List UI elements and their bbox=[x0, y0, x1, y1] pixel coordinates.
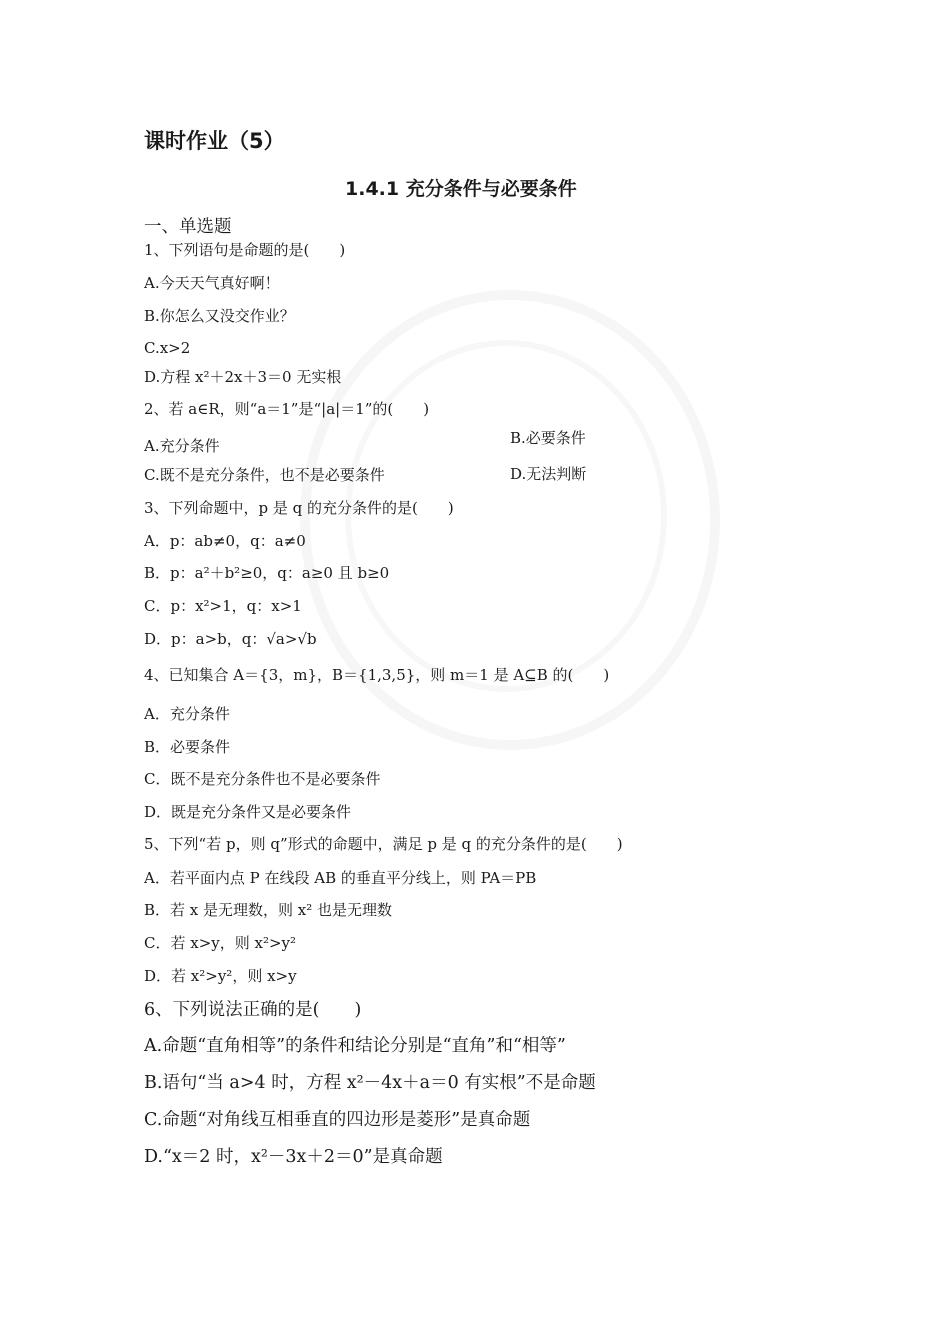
option: A.命题“直角相等”的条件和结论分别是“直角”和“相等” bbox=[144, 1036, 566, 1056]
option: A．若平面内点 P 在线段 AB 的垂直平分线上，则 PA＝PB bbox=[144, 869, 537, 887]
option: D．若 x²>y²，则 x>y bbox=[144, 967, 297, 985]
question-stem: 2、若 a∈R，则“a＝1”是“|a|＝1”的( ) bbox=[144, 400, 430, 418]
question-stem: 1、下列语句是命题的是( ) bbox=[144, 241, 346, 259]
option: C．p：x²>1，q：x>1 bbox=[144, 597, 302, 615]
option: A．p：ab≠0，q：a≠0 bbox=[144, 532, 306, 550]
question-stem: 3、下列命题中，p 是 q 的充分条件的是( ) bbox=[144, 499, 454, 517]
section-label: 一、单选题 bbox=[144, 217, 232, 237]
question-stem: 4、已知集合 A＝{3，m}，B＝{1,3,5}，则 m＝1 是 A⊆B 的( ) bbox=[144, 666, 610, 684]
option: D.方程 x²＋2x＋3＝0 无实根 bbox=[144, 368, 342, 386]
option: A．充分条件 bbox=[144, 705, 230, 723]
option: C.既不是充分条件，也不是必要条件 bbox=[144, 466, 385, 484]
option: B．p：a²＋b²≥0，q：a≥0 且 b≥0 bbox=[144, 564, 390, 582]
option: B.你怎么又没交作业？ bbox=[144, 307, 295, 325]
page-title: 课时作业（5） bbox=[144, 129, 285, 153]
option: D.无法判断 bbox=[510, 465, 587, 483]
option: C.x>2 bbox=[144, 339, 191, 357]
option: D．p：a>b，q：√a>√b bbox=[144, 630, 317, 648]
option: A.充分条件 bbox=[144, 437, 220, 455]
lesson-title: 1.4.1 充分条件与必要条件 bbox=[345, 178, 577, 200]
option: D.“x＝2 时，x²－3x＋2＝0”是真命题 bbox=[144, 1147, 443, 1167]
option: B．若 x 是无理数，则 x² 也是无理数 bbox=[144, 901, 393, 919]
option: C.命题“对角线互相垂直的四边形是菱形”是真命题 bbox=[144, 1110, 531, 1130]
option: B．必要条件 bbox=[144, 738, 231, 756]
option: C．既不是充分条件也不是必要条件 bbox=[144, 770, 381, 788]
option: B.语句“当 a>4 时，方程 x²－4x＋a＝0 有实根”不是命题 bbox=[144, 1073, 596, 1093]
option: B.必要条件 bbox=[510, 429, 586, 447]
option: A.今天天气真好啊！ bbox=[144, 274, 280, 292]
question-stem: 5、下列“若 p，则 q”形式的命题中，满足 p 是 q 的充分条件的是( ) bbox=[144, 835, 623, 853]
option: D．既是充分条件又是必要条件 bbox=[144, 803, 352, 821]
question-stem: 6、下列说法正确的是( ) bbox=[144, 1000, 362, 1020]
option: C．若 x>y，则 x²>y² bbox=[144, 934, 297, 952]
